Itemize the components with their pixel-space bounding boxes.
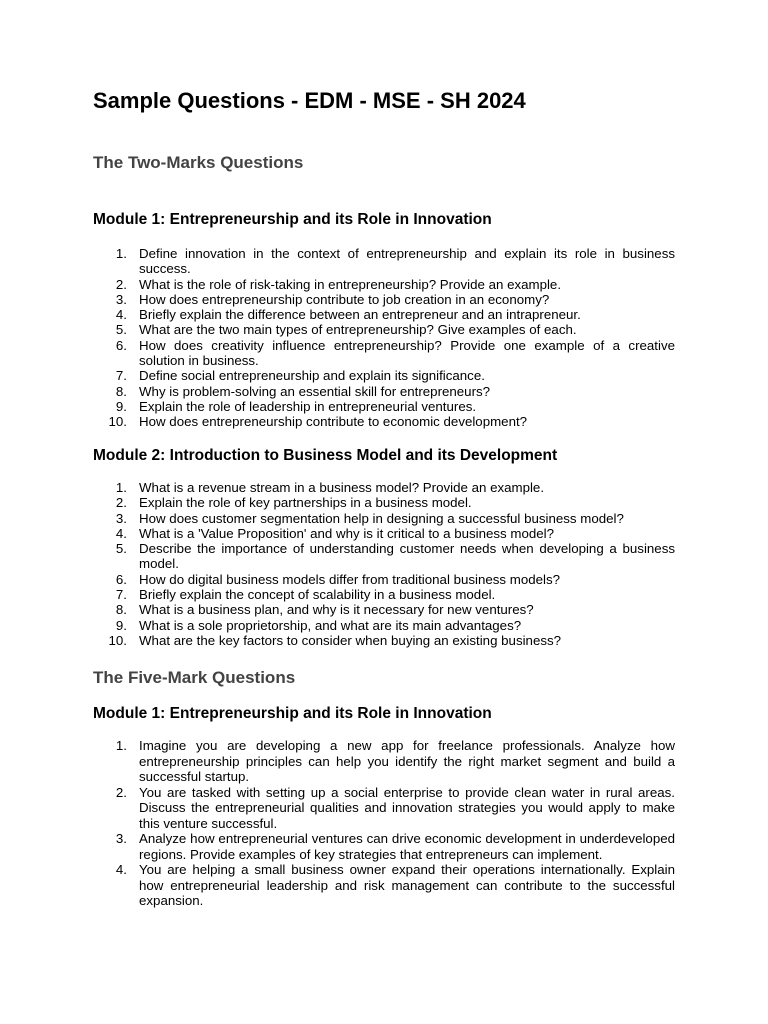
list-item bbox=[93, 322, 675, 337]
list-item-number: 9. bbox=[115, 398, 127, 414]
list-item-text: What is a business plan, and why is it necessary for new ventures? bbox=[139, 602, 534, 618]
list-item-text: Describe the importance of understanding customer needs when developing a business model. bbox=[139, 541, 675, 572]
list-item bbox=[93, 277, 675, 292]
list-item-number: 8. bbox=[115, 383, 127, 399]
list-item-number: 1. bbox=[115, 246, 127, 261]
list-item-number: 4. bbox=[115, 525, 127, 541]
list-item bbox=[93, 738, 675, 785]
list-item-text: Define innovation in the context of entrepreneurship and explain its role in business success. bbox=[139, 246, 675, 277]
document-title: Sample Questions - EDM - MSE - SH 2024 bbox=[93, 88, 526, 113]
list-item-number: 6. bbox=[115, 337, 127, 353]
list-item-text: Explain the role of key partnerships in a business model. bbox=[139, 495, 472, 511]
list-item-number: 8. bbox=[115, 602, 127, 618]
list-item bbox=[93, 785, 675, 832]
list-item bbox=[93, 633, 675, 648]
two-marks-module1-heading: Module 1: Entrepreneurship and its Role in Innovation bbox=[93, 211, 492, 228]
list-item-text: You are helping a small business owner expand their operations internationally. Explain how entrepreneurial leadership and risk management can contribute to the successful expansion. bbox=[139, 862, 675, 908]
list-item-text: What is a 'Value Proposition' and why is it critical to a business model? bbox=[139, 525, 555, 541]
list-item-text: Imagine you are developing a new app for freelance professionals. Analyze how entrepreneurship principles can help you identify the right market segment and build a successful startup. bbox=[139, 738, 675, 784]
list-item-number: 5. bbox=[115, 541, 127, 557]
list-item-number: 3. bbox=[115, 291, 127, 307]
list-item bbox=[93, 307, 675, 322]
list-item bbox=[93, 338, 675, 369]
five-marks-module1-list bbox=[93, 738, 675, 909]
five-marks-module1-heading: Module 1: Entrepreneurship and its Role in Innovation bbox=[93, 705, 492, 722]
list-item-number: 9. bbox=[115, 617, 127, 633]
list-item bbox=[93, 618, 675, 633]
list-item bbox=[93, 414, 675, 429]
list-item-text: What is the role of risk-taking in entrepreneurship? Provide an example. bbox=[139, 276, 562, 292]
list-item-number: 3. bbox=[115, 831, 127, 846]
list-item-number: 7. bbox=[115, 587, 127, 603]
two-marks-heading: The Two-Marks Questions bbox=[93, 153, 304, 172]
list-item-text: Briefly explain the concept of scalability in a business model. bbox=[139, 587, 496, 603]
list-item bbox=[93, 511, 675, 526]
list-item-text: What is a revenue stream in a business model? Provide an example. bbox=[139, 480, 545, 495]
list-item bbox=[93, 292, 675, 307]
list-item bbox=[93, 526, 675, 541]
two-marks-module2-heading: Module 2: Introduction to Business Model and its Development bbox=[93, 447, 558, 464]
list-item-text: You are tasked with setting up a social enterprise to provide clean water in rural areas. Discuss the entrepreneurial qualities and innovation strategies you would apply to make this venture successful. bbox=[139, 784, 675, 831]
list-item-number: 1. bbox=[115, 480, 127, 495]
list-item-number: 2. bbox=[115, 784, 127, 800]
list-item-text: Analyze how entrepreneurial ventures can drive economic development in underdeveloped regions. Provide examples of key strategies that entrepreneurs can implement. bbox=[139, 831, 675, 862]
five-marks-heading: The Five-Mark Questions bbox=[93, 668, 296, 687]
list-item-text: How do digital business models differ from traditional business models? bbox=[139, 571, 561, 587]
list-item-number: 1. bbox=[115, 738, 127, 753]
list-item-text: How does creativity influence entrepreneurship? Provide one example of a creative solution in business. bbox=[139, 337, 675, 369]
list-item-text: Briefly explain the difference between an entrepreneur and an intrapreneur. bbox=[139, 307, 581, 323]
list-item bbox=[93, 862, 675, 909]
list-item-text: How does customer segmentation help in designing a successful business model? bbox=[139, 510, 624, 526]
list-item-number: 2. bbox=[115, 495, 127, 511]
list-item-text: Explain the role of leadership in entrepreneurial ventures. bbox=[139, 398, 477, 414]
two-marks-module2-list bbox=[93, 480, 675, 648]
list-item-number: 10. bbox=[108, 414, 127, 430]
list-item-number: 7. bbox=[115, 368, 127, 384]
list-item bbox=[93, 480, 675, 495]
list-item bbox=[93, 602, 675, 617]
list-item-text: How does entrepreneurship contribute to economic development? bbox=[139, 414, 528, 430]
list-item-number: 4. bbox=[115, 862, 127, 877]
list-item-text: What is a sole proprietorship, and what are its main advantages? bbox=[139, 617, 522, 633]
list-item bbox=[93, 831, 675, 862]
list-item bbox=[93, 399, 675, 414]
list-item-number: 6. bbox=[115, 571, 127, 587]
list-item bbox=[93, 246, 675, 277]
two-marks-module1-list bbox=[93, 246, 675, 430]
list-item bbox=[93, 541, 675, 572]
list-item bbox=[93, 384, 675, 399]
list-item-number: 3. bbox=[115, 510, 127, 526]
list-item-text: What are the two main types of entrepreneurship? Give examples of each. bbox=[139, 322, 577, 338]
list-item-number: 10. bbox=[108, 632, 127, 648]
list-item bbox=[93, 587, 675, 602]
list-item-text: What are the key factors to consider when buying an existing business? bbox=[139, 632, 562, 648]
list-item-text: Define social entrepreneurship and explain its significance. bbox=[139, 368, 485, 384]
list-item-number: 4. bbox=[115, 307, 127, 323]
list-item-number: 2. bbox=[115, 276, 127, 292]
list-item-text: How does entrepreneurship contribute to job creation in an economy? bbox=[139, 291, 550, 307]
list-item bbox=[93, 495, 675, 510]
list-item bbox=[93, 572, 675, 587]
list-item-text: Why is problem-solving an essential skill for entrepreneurs? bbox=[139, 383, 491, 399]
list-item bbox=[93, 368, 675, 383]
list-item-number: 5. bbox=[115, 322, 127, 338]
